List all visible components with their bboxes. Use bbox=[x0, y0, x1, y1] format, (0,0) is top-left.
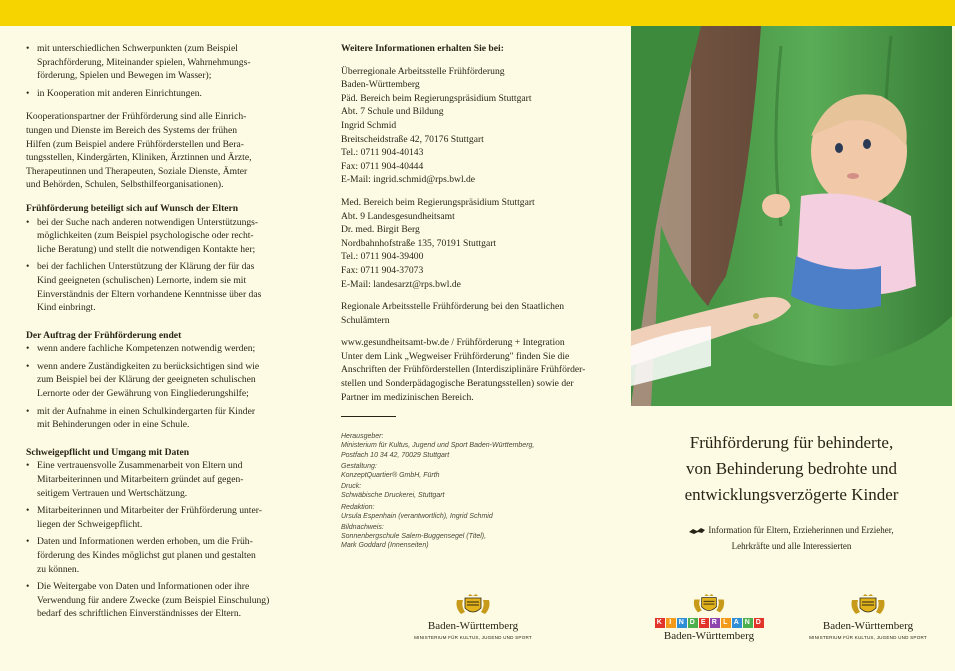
divider bbox=[341, 416, 396, 417]
text-line: Redaktion: bbox=[341, 503, 375, 511]
kinderland-letter: L bbox=[721, 618, 731, 628]
text-line: • Mitarbeiterinnen und Mitarbeiter der Frühförderung unter- bbox=[37, 505, 262, 517]
kinderland-letter: A bbox=[732, 618, 742, 628]
coat-of-arms-icon bbox=[453, 594, 493, 618]
section-list bbox=[26, 216, 291, 315]
cover-title-area bbox=[631, 430, 952, 554]
text-line: Verwendung für andere Zwecke (zum Beispiel Einschulung) bbox=[37, 594, 270, 606]
left-column bbox=[26, 42, 291, 635]
coat-of-arms-icon bbox=[848, 594, 888, 618]
text-line: und Behörden, Schulen, Selbsthilfeorganisationen). bbox=[26, 179, 224, 191]
text-line: zum Beispiel bei der Klärung der geeigneten schulischen bbox=[37, 374, 256, 386]
text-line: • mit unterschiedlichen Schwerpunkten (zum Beispiel bbox=[37, 43, 238, 54]
text-line: Einverständnis der Eltern vorhandene Kenntnisse über das bbox=[37, 288, 262, 300]
section-list bbox=[26, 459, 291, 621]
text-line: Lernorte oder der Gewährung von Eingliederungshilfe; bbox=[37, 388, 249, 400]
list-item bbox=[26, 360, 291, 401]
coat-of-arms-icon bbox=[689, 594, 729, 616]
text-line: stellen und Sonderpädagogische Beratungsstellen) sowie der bbox=[341, 378, 574, 390]
info-heading: Weitere Informationen erhalten Sie bei: bbox=[341, 43, 504, 54]
kinderland-letter: N bbox=[743, 618, 753, 628]
imprint-group bbox=[341, 503, 611, 521]
text-line: förderung des Kindes möglichst gut planen und gestalten bbox=[37, 550, 256, 561]
cover-subtitle bbox=[631, 522, 952, 554]
top-yellow-bar bbox=[0, 0, 955, 26]
text-line: tungen und Dienste im Bereich des Systems der frühen bbox=[26, 124, 238, 136]
text-line: Hilfen (zum Beispiel andere Frühförderstellen und Bera- bbox=[26, 138, 244, 150]
text-line: Partner im medizinischen Bereich. bbox=[341, 391, 474, 403]
text-line: Unter dem Link „Wegweiser Frühförderung" finden Sie die bbox=[341, 350, 570, 362]
intro-list bbox=[26, 42, 291, 100]
text-line: • mit der Aufnahme in einen Schulkindergarten für Kinder bbox=[37, 405, 256, 417]
text-line: Dr. med. Birgit Berg bbox=[341, 224, 420, 236]
cover-title bbox=[631, 430, 952, 508]
imprint-group bbox=[341, 462, 611, 480]
state-logo-right bbox=[793, 594, 943, 640]
list-item bbox=[26, 342, 291, 356]
subtitle-text: Information für Eltern, Erzieherinnen und Erzieher, bbox=[708, 525, 894, 535]
section bbox=[26, 329, 291, 432]
text-line: Bildnachweis: bbox=[341, 524, 384, 532]
text-line: • bei der Suche nach anderen notwendigen Unterstützungs- bbox=[37, 216, 259, 228]
sections bbox=[26, 202, 291, 621]
text-line: Ministerium für Kultus, Jugend und Sport Baden-Württemberg, bbox=[341, 442, 535, 450]
text-line: Herausgeber: bbox=[341, 433, 384, 441]
text-line: • Daten und Informationen werden erhoben, um die Früh- bbox=[37, 536, 253, 548]
text-line: Fax: 0711 904-40444 bbox=[341, 160, 424, 172]
contact-block bbox=[341, 196, 611, 291]
contact-block bbox=[341, 300, 611, 327]
state-logo-middle bbox=[398, 594, 548, 640]
text-line: • Eine vertrauensvolle Zusammenarbeit von Eltern und bbox=[37, 460, 243, 472]
imprint bbox=[341, 432, 611, 550]
text-line: liche Beratung) und stellt die notwendigen Kontakte her; bbox=[37, 243, 256, 255]
text-line: mit Behinderungen oder in eine Schule. bbox=[37, 419, 190, 431]
text-line: Tel.: 0711 904-39400 bbox=[341, 251, 424, 263]
kinderland-letter: K bbox=[655, 618, 665, 628]
list-item bbox=[26, 260, 291, 314]
kinderland-letter: E bbox=[699, 618, 709, 628]
contact-block bbox=[341, 65, 611, 187]
text-line: Päd. Bereich beim Regierungspräsidium Stuttgart bbox=[341, 92, 532, 104]
text-line: Kind einbringt. bbox=[37, 302, 96, 314]
list-item bbox=[26, 405, 291, 432]
text-line: Abt. 7 Schule und Bildung bbox=[341, 106, 444, 118]
text-line: E-Mail: ingrid.schmid@rps.bwl.de bbox=[341, 174, 476, 186]
text-line: Frühförderung für behinderte, bbox=[689, 433, 894, 452]
partner-paragraph bbox=[26, 110, 291, 192]
text-line: Anschriften der Frühförderstellen (Interdisziplinäre Frühförder- bbox=[341, 364, 586, 376]
section-heading: Frühförderung beteiligt sich auf Wunsch der Eltern bbox=[26, 202, 239, 214]
ministry-name: MINISTERIUM FÜR KULTUS, JUGEND UND SPORT bbox=[809, 635, 927, 640]
text-line: Regionale Arbeitsstelle Frühförderung bei den Staatlichen bbox=[341, 301, 564, 313]
text-line: von Behinderung bedrohte und bbox=[685, 459, 898, 478]
text-line: KonzeptQuartier® GmbH, Fürth bbox=[341, 472, 440, 480]
section-heading: Der Auftrag der Frühförderung endet bbox=[26, 329, 182, 341]
baby-in-swing-illustration bbox=[631, 26, 952, 406]
imprint-group bbox=[341, 523, 611, 551]
text-line: Überregionale Arbeitsstelle Frühförderung bbox=[341, 65, 505, 77]
list-item bbox=[26, 504, 291, 531]
kinderland-letter: R bbox=[710, 618, 720, 628]
text-line: Sprachförderung, Miteinander spielen, Wahrnehmungs- bbox=[37, 56, 251, 68]
state-name: Baden-Württemberg bbox=[822, 620, 914, 632]
section-list bbox=[26, 342, 291, 432]
subtitle-line bbox=[631, 522, 952, 538]
section-heading: Schweigepflicht und Umgang mit Daten bbox=[26, 446, 190, 458]
list-item bbox=[26, 87, 291, 101]
text-line: Tel.: 0711 904-40143 bbox=[341, 147, 424, 159]
lion-emblem-icon bbox=[689, 527, 705, 535]
subtitle-text: Lehrkräfte und alle Interessierten bbox=[731, 541, 852, 551]
text-line: E-Mail: landesarzt@rps.bwl.de bbox=[341, 278, 461, 290]
text-line: Nordbahnhofstraße 135, 70191 Stuttgart bbox=[341, 237, 497, 249]
text-line: Postfach 10 34 42, 70029 Stuttgart bbox=[341, 451, 450, 459]
text-line: Sonnenbergschule Salem-Buggensegel (Titel), bbox=[341, 533, 487, 541]
kinderland-letter: D bbox=[754, 618, 764, 628]
text-line: Mitarbeiterinnen und Mitarbeitern gründet auf gegen- bbox=[37, 474, 244, 486]
text-line: seitigem Vertrauen und Wertschätzung. bbox=[37, 487, 188, 499]
text-line: förderung, Spielen und Bewegen im Wasser); bbox=[37, 70, 212, 82]
contact-block bbox=[341, 336, 611, 404]
list-item bbox=[26, 42, 291, 83]
text-line: • in Kooperation mit anderen Einrichtungen. bbox=[37, 87, 202, 99]
cover-photo bbox=[631, 26, 952, 406]
state-name: Baden-Württemberg bbox=[663, 630, 755, 642]
text-line: • wenn andere fachliche Kompetenzen notwendig werden; bbox=[37, 343, 256, 355]
text-line: • wenn andere Zuständigkeiten zu berücksichtigen sind wie bbox=[37, 360, 260, 372]
text-line: Breitscheidstraße 42, 70176 Stuttgart bbox=[341, 133, 484, 145]
kinderland-letter: N bbox=[677, 618, 687, 628]
kinderland-letter: D bbox=[688, 618, 698, 628]
text-line: Druck: bbox=[341, 483, 362, 491]
text-line: möglichkeiten (zum Beispiel psychologische oder recht- bbox=[37, 230, 254, 242]
imprint-group bbox=[341, 432, 611, 460]
list-item bbox=[26, 216, 291, 257]
list-item bbox=[26, 580, 291, 621]
text-line: Abt. 9 Landesgesundheitsamt bbox=[341, 210, 455, 222]
text-line: tungsstellen, Kindergärten, Kliniken, Ärztinnen und Ärzte, bbox=[26, 152, 252, 164]
text-line: • bei der fachlichen Unterstützung der Klärung der für das bbox=[37, 261, 255, 273]
list-item bbox=[26, 535, 291, 576]
list-item bbox=[26, 459, 291, 500]
text-line: Therapeutinnen und Therapeuten, Soziale Dienste, Ämter bbox=[26, 165, 248, 177]
imprint-group bbox=[341, 482, 611, 500]
text-line: bedarf des schriftlichen Einverständnisses der Eltern. bbox=[37, 608, 242, 620]
state-name: Baden-Württemberg bbox=[427, 620, 519, 632]
text-line: Kind geeigneten (schulischen) Lernorte, indem sie mit bbox=[37, 274, 247, 286]
text-line: Fax: 0711 904-37073 bbox=[341, 264, 424, 276]
section bbox=[26, 202, 291, 315]
text-line: Schulämtern bbox=[341, 314, 390, 326]
text-line: Gestaltung: bbox=[341, 462, 377, 470]
text-line: www.gesundheitsamt-bw.de / Frühförderung + Integration bbox=[341, 337, 565, 349]
text-line: liegen der Schweigepflicht. bbox=[37, 518, 143, 530]
section bbox=[26, 446, 291, 621]
text-line: Ingrid Schmid bbox=[341, 119, 397, 131]
text-line: Ursula Espenhain (verantwortlich), Ingrid Schmid bbox=[341, 512, 493, 520]
text-line: zu können. bbox=[37, 563, 80, 575]
text-line: Baden-Württemberg bbox=[341, 79, 420, 91]
kinderland-wordmark bbox=[650, 618, 768, 628]
middle-column bbox=[341, 42, 611, 553]
text-line: Med. Bereich beim Regierungspräsidium Stuttgart bbox=[341, 196, 535, 208]
text-line: Mark Goddard (Innenseiten) bbox=[341, 542, 429, 550]
text-line: Schwäbische Druckerei, Stuttgart bbox=[341, 492, 445, 500]
kinderland-logo bbox=[650, 594, 768, 642]
subtitle-line bbox=[631, 538, 952, 554]
text-line: entwicklungsverzögerte Kinder bbox=[684, 485, 899, 504]
contact-blocks bbox=[341, 65, 611, 405]
kinderland-letter: I bbox=[666, 618, 676, 628]
ministry-name: MINISTERIUM FÜR KULTUS, JUGEND UND SPORT bbox=[414, 635, 532, 640]
text-line: Kooperationspartner der Frühförderung sind alle Einrich- bbox=[26, 111, 247, 123]
text-line: • Die Weitergabe von Daten und Informationen oder ihre bbox=[37, 581, 250, 593]
